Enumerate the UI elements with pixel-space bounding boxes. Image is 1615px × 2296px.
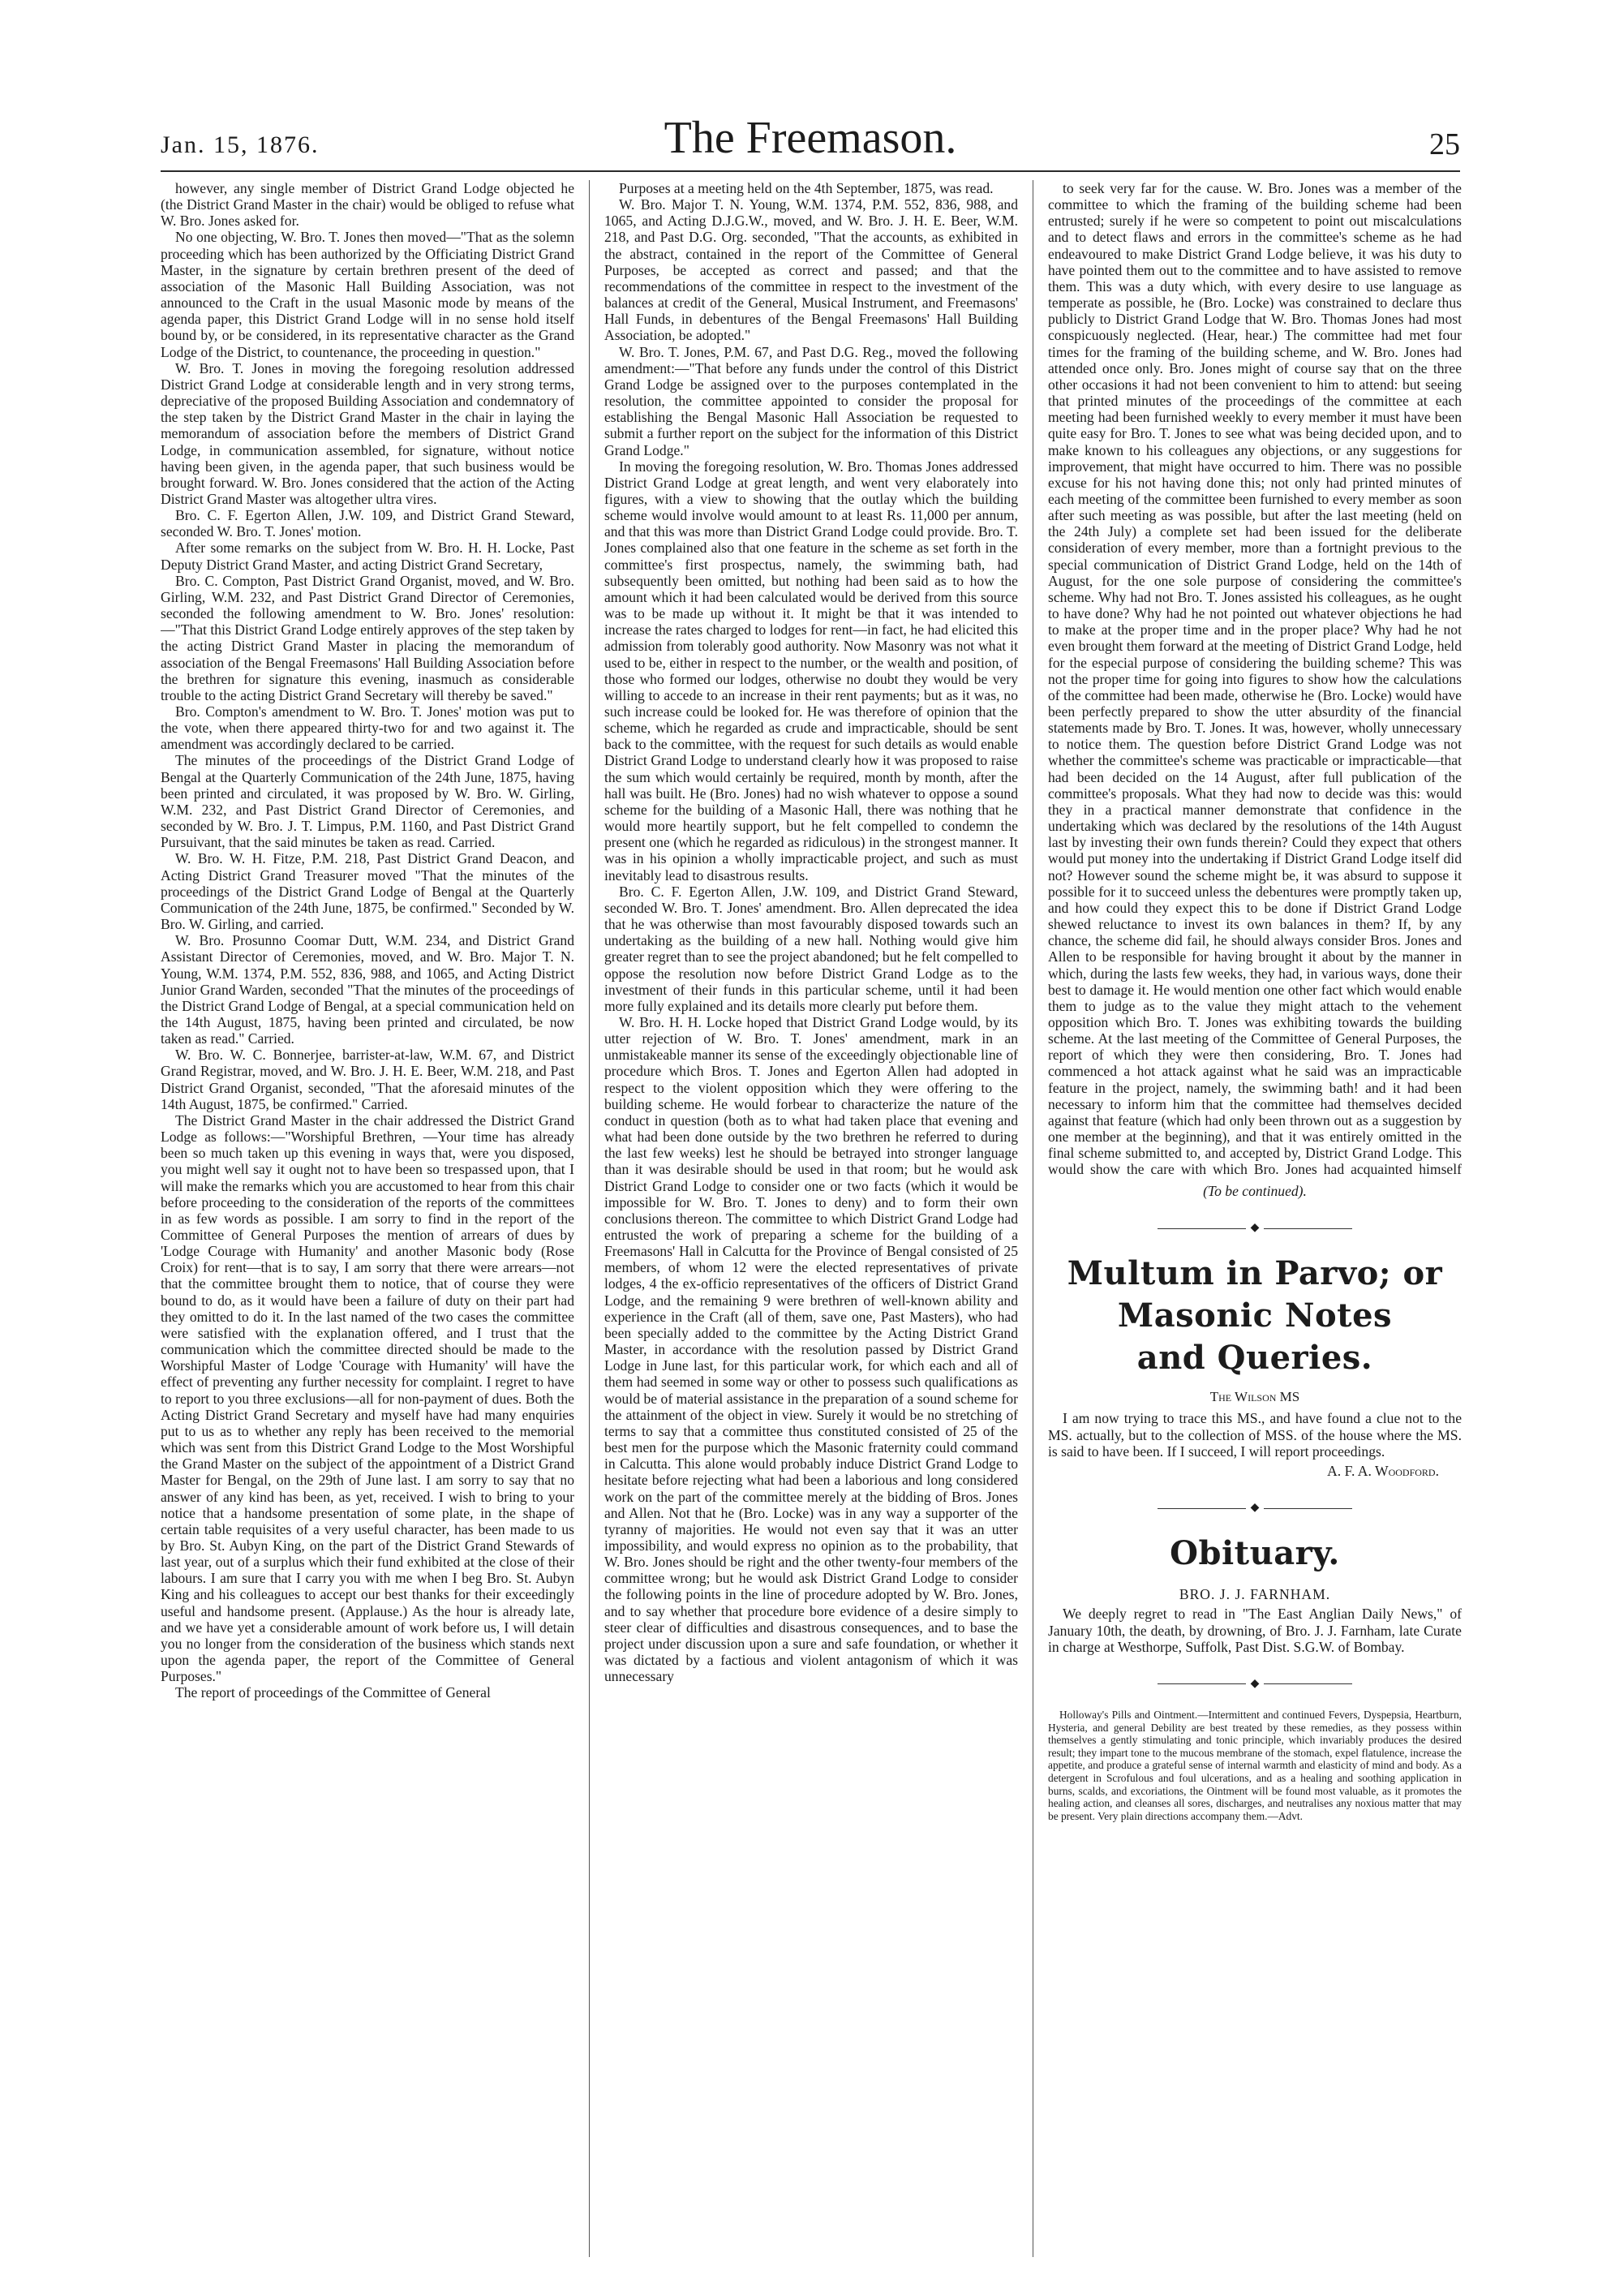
paragraph: W. Bro. Major T. N. Young, W.M. 1374, P.M. 552, 836, 988, and 1065, and Acting D.J.G.W., moved, and W. Bro. J. H. E. Beer, W.M. 218, and Past D.G. Org. seconded, "That the accounts, as exhibited in the abstract, contained in the report of the Committee of General Purposes, be accepted as correct and passed; and that the recommendations of the committee in respect to the investment of the balances at credit of the General, Musical Instrument, and Freemasons' Hall Funds, in debentures of the Bengal Freemasons' Hall Building Association, be adopted.": [604, 196, 1018, 344]
paragraph: Bro. C. Compton, Past District Grand Organist, moved, and W. Bro. Girling, W.M. 232, and Past District Grand Director of Ceremonies, seconded the following amendment to W. Bro. Jones' resolution:—"That this District Grand Lodge entirely approves of the step taken by the acting District Grand Master in placing the memorandum of association of the Bengal Freemasons' Hall Building Association before the brethren for signature this evening, inasmuch as considerable trouble to the acting District Grand Secretary will thereby be saved.": [161, 572, 574, 703]
paragraph: W. Bro. W. H. Fitze, P.M. 218, Past District Grand Deacon, and Acting District Grand Treasurer moved "That the minutes of the proceedings of the District Grand Lodge of Bengal at the Quarterly Communication of the 24th June, 1875, be confirmed." Seconded by W. Bro. W. Girling, and carried.: [161, 850, 574, 933]
paragraph: Bro. C. F. Egerton Allen, J.W. 109, and District Grand Steward, seconded W. Bro. T. Jones' motion.: [161, 507, 574, 540]
paragraph: W. Bro. Prosunno Coomar Dutt, W.M. 234, and District Grand Assistant Director of Ceremonies, moved, and W. Bro. Major T. N. Young, W.M. 1374, P.M. 552, 836, 988, and 1065, and Acting District Junior Grand Warden, seconded "That the minutes of the proceedings of the District Grand Lodge of Bengal, at a special communication held on the 14th August, 1875, having been printed and circulated, be now taken as read." Carried.: [161, 932, 574, 1047]
column-2: [604, 180, 1018, 2257]
paragraph: W. Bro. T. Jones in moving the foregoing resolution addressed District Grand Lodge at considerable length and in very strong terms, depreciative of the proposed Building Association and condemnatory of the step taken by the District Grand Master in the chair in laying the memorandum of association before the members of District Grand Lodge, in communication assembled, for signature, without notice having been given, in the agenda paper, that such business would be brought forward. W. Bro. Jones considered that the action of the Acting District Grand Master was altogether ultra vires.: [161, 359, 574, 507]
paragraph: No one objecting, W. Bro. T. Jones then moved—"That as the solemn proceeding which has been authorized by the Officiating District Grand Master, in the signature by certain brethren present of the deed of association of the Masonic Hall Building Association, was not announced to the Craft in the usual Masonic mode by means of the agenda paper, this District Grand Lodge will in no sense hold itself bound by, or be considered, in its representative character as the Grand Lodge of the District, to countenance, the proceeding in question.": [161, 229, 574, 360]
diamond-ornament-icon: ◆: [1250, 1677, 1260, 1690]
paragraph: however, any single member of District Grand Lodge objected he (the District Grand Master in the chair) would be obliged to refuse what W. Bro. Jones asked for.: [161, 180, 574, 230]
paragraph: Bro. Compton's amendment to W. Bro. T. Jones' motion was put to the vote, when there appeared thirty-two for and two against it. The amendment was accordingly declared to be carried.: [161, 703, 574, 753]
paragraph: W. Bro. H. H. Locke hoped that District Grand Lodge would, by its utter rejection of W. Bro. T. Jones' amendment, mark in an unmistakeable manner its sense of the exceedingly objectionable line of procedure which Bros. T. Jones and Egerton Allen had adopted in respect to the violent opposition which they were offering to the building scheme. He would forbear to characterize the nature of the conduct in question (both as to what had taken place that evening and what had been done outside by the two brethren he referred to during the last few weeks) lest he should be betrayed into stronger language than it was desirable should be used in that room; but he would ask District Grand Lodge to consider one or two facts (which it would be impossible for W. Bro. T. Jones to deny) and to form their own conclusions thereon. The committee to which District Grand Lodge had entrusted the work of preparing a scheme for the building of a Freemasons' Hall in Calcutta for the Province of Bengal consisted of 25 members, of whom 12 were the elected representatives of private lodges, 4 the ex-officio representatives of the officers of District Grand Lodge, and the remaining 9 were brethren of well-known ability and experience in the Craft (all of them, save one, Past Masters), who had been specially added to the committee by the Acting District Grand Master, in accordance with the resolution passed by District Grand Lodge in June last, for this particular work, for which each and all of them had seemed in some way or other to possess such qualifications as would be of material assistance in the preparation of a sound scheme for the attainment of the object in view. Surely it would be no stretching of terms to say that a committee thus constituted consisted of 25 of the best men for the purpose which the Masonic fraternity could command in Calcutta. This alone would probably induce District Grand Lodge to hesitate before rejecting what had been a laborious and long considered work on the part of the committee merely at the bidding of Bros. Jones and Allen. Not that he (Bro. Locke) was in any way a supporter of the tyranny of majorities. He would not even say that it was an utter impossibility, and would express no opinion as to the probability, that W. Bro. Jones should be right and the other twenty-four members of the committee wrong; but he would ask District Grand Lodge to consider the following points in the line of procedure adopted by W. Bro. Jones, and to say whether that procedure bore evidence of a desire simply to steer clear of difficulties and disastrous consequences, and to base the project under discussion upon a sure and safe foundation, or whether it was dictated by a factious and violent antagonism of which it was unnecessary: [604, 1013, 1018, 1685]
section-ornament: [1158, 1220, 1352, 1236]
section-ornament: [1158, 1500, 1352, 1516]
paragraph: The minutes of the proceedings of the District Grand Lodge of Bengal at the Quarterly Communication of the 24th June, 1875, having been printed and circulated, it was proposed by W. Bro. W. Girling, W.M. 232, and Past District Grand Director of Ceremonies, and seconded by W. Bro. J. T. Limpus, P.M. 1160, and Past District Grand Pursuivant, that the said minutes be taken as read. Carried.: [161, 752, 574, 851]
page-number: 25: [1429, 127, 1460, 161]
advertisement-text: Holloway's Pills and Ointment.—Intermittent and continued Fevers, Dyspepsia, Heartburn, Hysteria, and general Debility are best treated by these remedies, as they possess within themselves a gently stimulating and tonic principle, which invariably produces the desired result; they impart tone to the mucous membrane of the stomach, expel flatulence, increase the appetite, and produce a grateful sense of internal warmth and elasticity of mind and body. As a detergent in Scrofulous and foul ulcerations, and as a healing and soothing application in burns, scalds, and excoriations, the Ointment will be found most valuable, as it promotes the healing action, and cleanses all sores, discharges, and neutralises any noxious matter that may be present. Very plain directions accompany them.—Advt.: [1048, 1709, 1462, 1822]
column-3: [1048, 180, 1462, 2257]
multum-heading: Multum in Parvo; or Masonic Notes and Queries.: [1067, 1254, 1443, 1378]
paragraph: In moving the foregoing resolution, W. Bro. Thomas Jones addressed District Grand Lodge at great length, and went very elaborately into figures, with a view to showing that the outlay which the building scheme would involve would amount to at least Rs. 11,000 per annum, and that this was more than District Grand Lodge could provide. Bro. T. Jones complained also that one feature in the scheme as set forth in the committee's first prospectus, namely, the swimming bath, had subsequently been omitted, but nothing had been said as to how the amount which it had been calculated would be derived from this source was to be made up without it. It might be that it was intended to increase the rates charged to lodges for rent—in fact, he had elicited this admission from tolerably good authority. Now Masonry was not what it used to be, either in respect to the number, or the wealth and position, of those who formed our lodges, otherwise no doubt they would be very willing to accede to an increase in their rent payments; but as it was, no such increase could be looked for. He was therefore of opinion that the scheme, which he regarded as crude and impracticable, should be sent back to the committee, with the request for such details as would enable District Grand Lodge to understand clearly how it was proposed to raise the sum which would certainly be required, month by month, after the hall was built. He (Bro. Jones) had no wish whatever to oppose a sound scheme for the building of a Masonic Hall, there was nothing that he would more heartily support, but he felt compelled to condemn the present one (which he regarded as ridiculous) in the strongest manner. It was in his opinion a wholly impracticable project, and such as must inevitably lead to disastrous results.: [604, 458, 1018, 884]
paragraph: W. Bro. W. C. Bonnerjee, barrister-at-law, W.M. 67, and District Grand Registrar, moved, and W. Bro. J. H. E. Beer, W.M. 218, and Past District Grand Organist, seconded, "That the aforesaid minutes of the 14th August, 1875, be confirmed." Carried.: [161, 1047, 574, 1112]
paragraph: W. Bro. T. Jones, P.M. 67, and Past D.G. Reg., moved the following amendment:—"That before any funds under the control of this District Grand Lodge be assigned over to the purposes contemplated in the resolution, the committee appointed to consider the proposal for establishing the Bengal Masonic Hall Association be requested to submit a further report on the subject for the information of this District Grand Lodge.": [604, 343, 1018, 458]
advertisement: [1048, 1709, 1462, 1822]
paragraph: The District Grand Master in the chair addressed the District Grand Lodge as follows:—"Worshipful Brethren, —Your time has already been so much taken up this evening in ways that, were you disposed, you might well say it ought not to have been so trespassed upon, that I will make the remarks which you are accustomed to hear from this chair before proceeding to the consideration of the reports of the committees in as few words as possible. I am sorry to find in the report of the Committee of General Purposes the mention of arrears of dues by 'Lodge Courage with Humanity' and another Masonic body (Rose Croix) for rent—that is to say, I am sorry that there were arrears—not that the committee brought them to notice, that of course they were bound to do, as it would have been a failure of duty on their part had they omitted to do it. In the last named of the two cases the committee were satisfied with the explanation offered, and I trust that the communication which the committee directed should be made to the Worshipful Master of Lodge 'Courage with Humanity' will have the effect of preventing any further necessity for complaint. I regret to have to report to you three exclusions—all for non-payment of dues. Both the Acting District Grand Secretary and myself have had many enquiries put to us as to whether any reply has been received to the memorial which was sent from this District Grand Lodge to the Most Worshipful the Grand Master on the subject of the appointment of a District Grand Master for Bengal, on the 29th of June last. I am sorry to say that no answer of any kind has been, as yet, received. I wish to bring to your notice that a handsome presentation of some plate, in the shape of certain table requisites of a very useful character, has been made to us by Bro. St. Aubyn King, on the part of the District Grand Stewards of last year, out of a surplus which their fund exhibited at the close of their labours. I am sure that I carry you with me when I beg Bro. St. Aubyn King and his colleagues to accept our best thanks for their exceedingly useful and handsome present. (Applause.) As the hour is already late, and we have yet a considerable amount of work before us, I will detain you no longer from the consideration of the business which stands next upon the agenda paper, the report of the Committee of General Purposes.": [161, 1111, 574, 1685]
diamond-ornament-icon: ◆: [1250, 1222, 1260, 1235]
multum-body: I am now trying to trace this MS., and have found a clue not to the MS. actually, but to the collection of MSS. of the house where the MS. is said to have been. If I succeed, I will report proceedings.: [1048, 1410, 1462, 1460]
obituary-name: BRO. J. J. FARNHAM.: [1179, 1586, 1331, 1603]
obituary-body: We deeply regret to read in "The East Anglian Daily News," of January 10th, the death, by drowning, of Bro. J. J. Farnham, late Curate in charge at Westhorpe, Suffolk, Past Dist. S.G.W. of Bombay.: [1048, 1606, 1462, 1655]
to-be-continued: (To be continued).: [1203, 1183, 1307, 1199]
multum-signature: A. F. A. Woodford.: [1327, 1462, 1439, 1479]
paragraph: to seek very far for the cause. W. Bro. Jones was a member of the committee to which the framing of the building scheme had been entrusted; surely if he were so competent to point out miscalculations and to detect flaws and errors in the committee's scheme as he had endeavoured to make District Grand Lodge believe, it was his duty to have pointed them out to the committee and to have assisted to remove them. This was a duty which, with every desire to use language as temperate as possible, he (Bro. Locke) was constrained to declare thus publicly to District Grand Lodge that W. Bro. Thomas Jones had most conspicuously neglected. (Hear, hear.) The committee had met four times for the framing of the building scheme, and W. Bro. Jones had attended once only. Bro. Jones might of course say that on the three other occasions it had not been convenient to him to attend: but seeing that printed minutes of the proceedings of the committee at each meeting had been furnished weekly to every member it must have been quite easy for Bro. T. Jones to see what was being decided upon, and to make known to his colleagues any objections, or any suggestions for improvement, that might have occurred to him. There was no possible excuse for his not having done this; not only had printed minutes of each meeting of the committee been furnished to every member as soon after such meeting as was possible, but after the last meeting (held on the 24th July) a complete set had been issued for the deliberate consideration of every member, more than a fortnight previous to the special communication of District Grand Lodge, held on the 14th of August, for the one sole purpose of considering the committee's scheme. Why had not Bro. T. Jones assisted his colleagues, as he ought to have done? Why had he not pointed out whatever objections he had to make at the proper time and in the proper place? Why had he not even brought them forward at the meeting of District Grand Lodge, held for the especial purpose of considering the building scheme? This was not the proper time for going into figures to show how the calculations of the committee had been made, otherwise he (Bro. Locke) would have been perfectly prepared to show the utter absurdity of the financial statements made by Bro. T. Jones. It was, however, wholly unnecessary to notice them. The question before District Grand Lodge was not whether the committee's scheme was practicable or impracticable—that had been decided on the 14 August, after full publication of the committee's proposals. What they had now to decide was this: would they in a practical manner demonstrate that confidence in the undertaking which was declared by the resolutions of the 14th August last by investing their own funds therein? Could they expect that others would put money into the undertaking if District Grand Lodge itself did not? However sound the scheme might be, it was absurd to suppose it possible for it to succeed unless the debentures were promptly taken up, and how could they expect this to be done if District Grand Lodge shewed reluctance to invest its own balances in them? If, by any chance, the scheme did fail, he should always consider Bros. Jones and Allen to be responsible for having brought it about by the manner in which, during the lasts few weeks, they had, in various ways, done their best to damage it. He would mention one other fact which would enable them to judge as to the value they might attach to the vehement opposition which Bro. T. Jones was exhibiting towards the building scheme. At the last meeting of the Committee of General Purposes, the report of which they were then considering, Bro. T. Jones had commenced a hot attack against what he said was an impracticable feature in the project, namely, the swimming bath! and it had been necessary to inform him that the committee had themselves decided against that feature (which had only been thrown out as a suggestion by one member at the beginning), and that it was entirely omitted in the final scheme submitted to, and accepted by, District Grand Lodge. This would show the care with which Bro. Jones had acquainted himself: [1048, 180, 1462, 1178]
issue-date: Jan. 15, 1876.: [161, 131, 320, 158]
paragraph: The report of proceedings of the Committee of General: [175, 1684, 491, 1701]
masthead-rule: [161, 170, 1460, 172]
paragraph: After some remarks on the subject from W. Bro. H. H. Locke, Past Deputy District Grand Master, and acting District Grand Secretary,: [161, 540, 574, 573]
diamond-ornament-icon: ◆: [1250, 1502, 1260, 1515]
article-continuation: [1048, 180, 1462, 1178]
column-divider: [589, 180, 590, 2257]
paragraph: Purposes at a meeting held on the 4th September, 1875, was read.: [619, 180, 994, 196]
masthead: [161, 114, 1460, 166]
column-1: [161, 180, 574, 2257]
publication-title: The Freemason.: [664, 113, 957, 163]
obituary-heading: Obituary.: [1170, 1534, 1340, 1573]
section-ornament: [1158, 1676, 1352, 1692]
paragraph: Bro. C. F. Egerton Allen, J.W. 109, and District Grand Steward, seconded W. Bro. T. Jones' amendment. Bro. Allen deprecated the idea that he was otherwise than most favourably disposed towards such an undertaking as the building of a new hall. Nothing would give him greater regret than to see the project abandoned; but he felt compelled to oppose the resolution now before District Grand Lodge as to the investment of their funds in this particular scheme, until it had been more fully explained and its details more clearly put before them.: [604, 883, 1018, 1014]
multum-subheading: The Wilson MS: [1209, 1389, 1300, 1405]
